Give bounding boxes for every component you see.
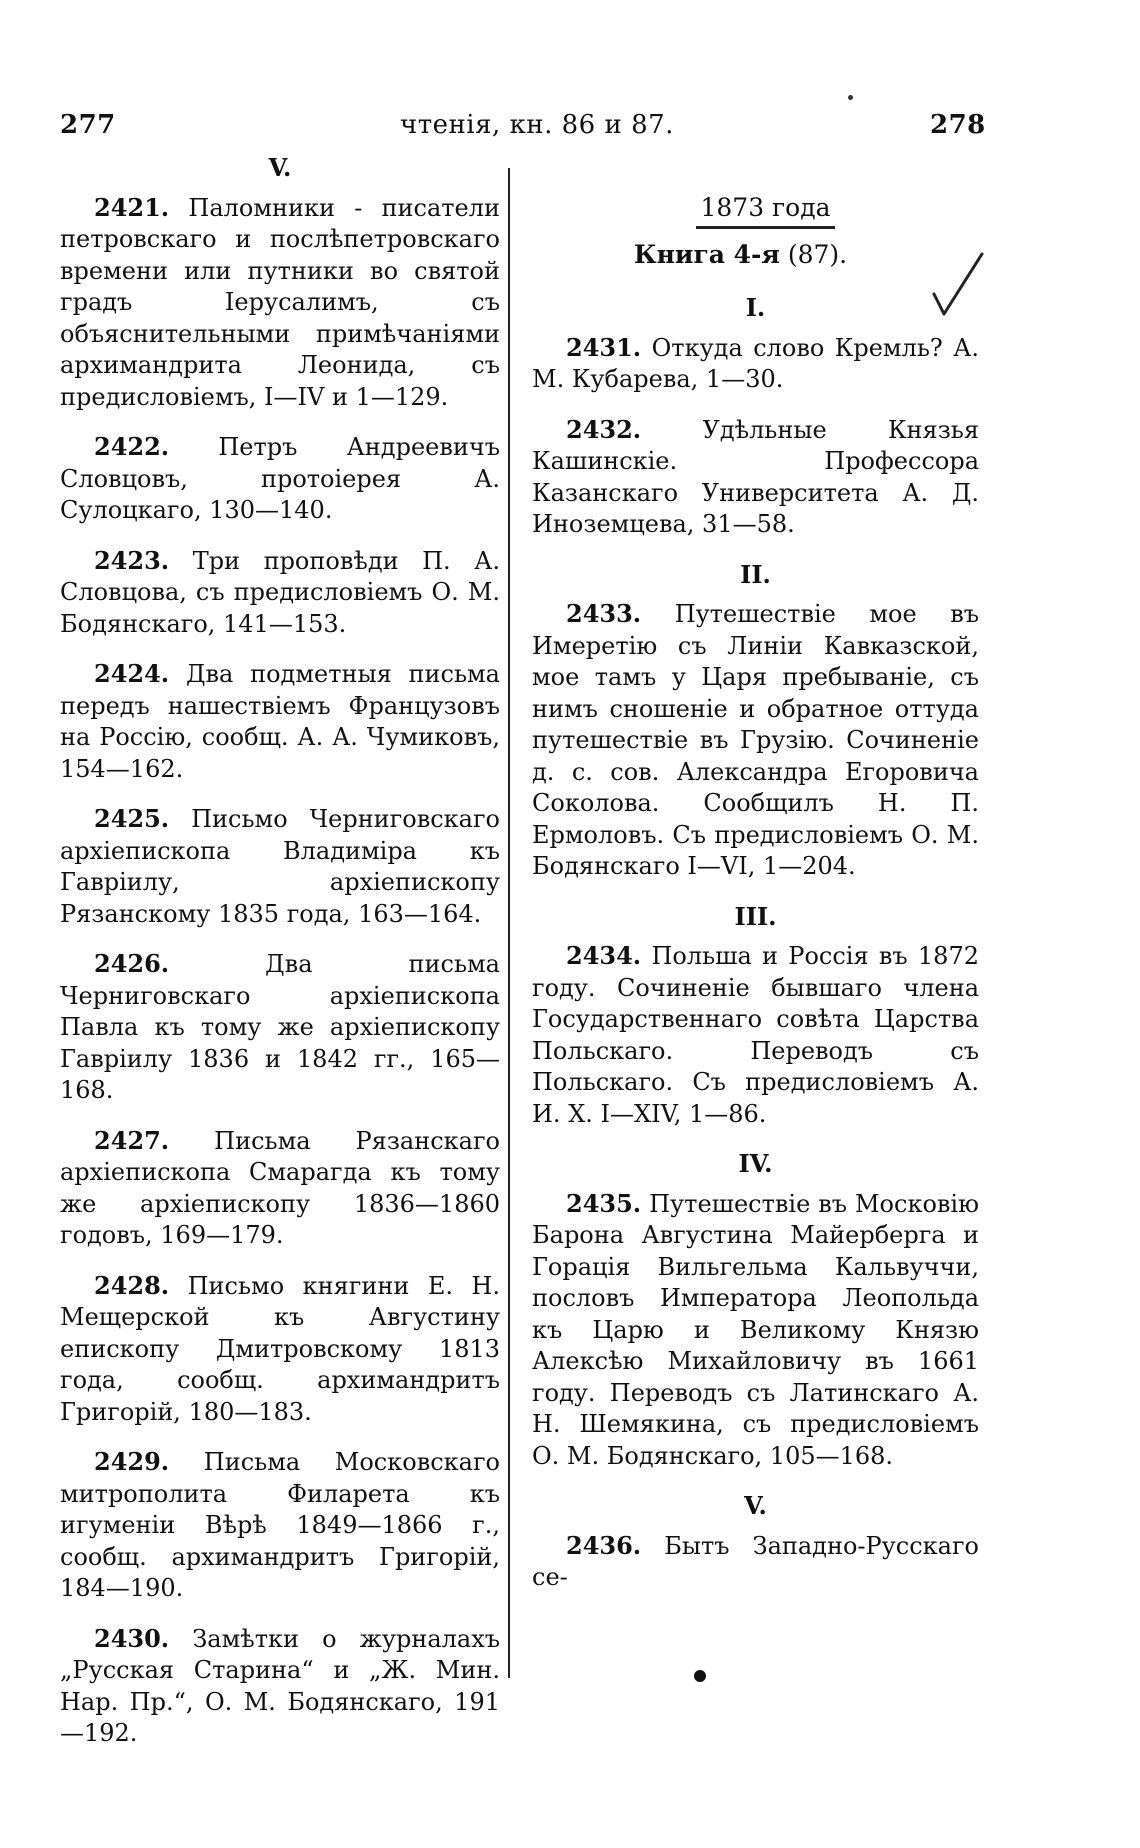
page-number-left: 277 [60, 110, 116, 140]
catalog-entry [60, 1270, 500, 1429]
section-heading: IV. [738, 1149, 773, 1178]
entry-number: 2435. [566, 1188, 642, 1218]
entry-text: Письма Рязанскаго архіепископа Смарагда къ тому же архіепископу 1836—1860 годовъ, 169—179. [60, 1126, 500, 1249]
handwritten-check-mark-icon [928, 250, 988, 320]
entry-number: 2422. [94, 432, 170, 461]
book-heading: Книга 4-я (87). [633, 239, 848, 269]
catalog-entry [60, 803, 500, 930]
entry-number: 2434. [566, 941, 642, 970]
page-number-right: 278 [930, 110, 986, 140]
entry-number: 2424. [94, 659, 170, 688]
entry-text: Два подметныя письма передъ нашествіемъ Французовъ на Россію, сообщ. А. А. Чумиковъ, 154—162. [60, 660, 500, 783]
printed-speck [848, 95, 853, 100]
catalog-entry [60, 948, 500, 1107]
column-divider [508, 168, 510, 1678]
entry-text: Откуда слово Кремль? А. М. Кубарева, 1—30. [532, 333, 979, 393]
catalog-entry [60, 192, 500, 414]
entry-number: 2430. [94, 1623, 170, 1653]
section-heading: V. [268, 153, 292, 182]
entry-text: Три проповѣди П. А. Словцова, съ предисловіемъ О. М. Бодянскаго, 141—153. [60, 546, 500, 638]
section-heading: II. [740, 559, 771, 589]
entry-text: Письма Московскаго митрополита Филарета къ игуменіи Вѣрѣ 1849—1866 г., сообщ. архимандритъ Григорій, 184—190. [60, 1448, 500, 1602]
catalog-entry [60, 545, 500, 641]
ink-dot [694, 1670, 706, 1682]
entry-number: 2428. [94, 1270, 170, 1300]
entry-text: Удѣльные Князья Кашинскіе. Профессора Казанскаго Университета А. Д. Иноземцева, 31—58. [532, 415, 979, 538]
catalog-entry [532, 1530, 979, 1594]
catalog-entry [60, 658, 500, 785]
catalog-entry [532, 1188, 979, 1473]
entry-number: 2431. [566, 332, 642, 362]
section-heading: V. [744, 1491, 767, 1520]
entry-number: 2432. [566, 414, 642, 444]
entry-number: 2425. [94, 804, 170, 833]
entry-text: Два письма Черниговскаго архіепископа Павла къ тому же архіепископу Гаврiилу 1836 и 1842 гг., 165—168. [60, 950, 500, 1104]
entry-text: Замѣтки о журналахъ „Русская Старина“ и „Ж. Мин. Нар. Пр.“, О. М. Бодянскаго, 191—192. [60, 1624, 500, 1747]
entry-text: Польша и Россія въ 1872 году. Сочиненіе бывшаго члена Государственнаго совѣта Царства Польскаго. Переводъ съ Польскаго. Съ предисловіемъ А. И. Х. I—XIV, 1—86. [532, 942, 979, 1128]
entry-text: Петръ Андреевичъ Словцовъ, протоіерея А. Сулоцкаго, 130—140. [60, 433, 500, 524]
entry-text: Паломники - писатели петровскаго и послѣпетровскаго времени или путники во святой градъ Іерусалимъ, съ объяснительными примѣчаніями архимандрита Леонида, съ предисловіемъ, I—IV и 1—129. [60, 193, 500, 411]
entry-text: Бытъ Западно-Русскаго се- [532, 1531, 979, 1591]
catalog-entry [60, 1125, 500, 1252]
section-heading: I. [745, 293, 766, 322]
year-heading: 1873 года [532, 192, 979, 229]
left-column [60, 152, 500, 1768]
catalog-entry [532, 598, 979, 883]
entry-text: Письмо Черниговскаго архіепископа Владиміра къ Гаврiилу, архіепископу Рязанскому 1835 года, 163—164. [60, 805, 500, 928]
catalog-entry [60, 1623, 500, 1750]
entry-number: 2421. [94, 192, 170, 222]
entry-text: Письмо княгини Е. Н. Мещерской къ Августину епископу Дмитровскому 1813 года, сообщ. архимандритъ Григорій, 180—183. [60, 1271, 500, 1426]
entry-number: 2436. [566, 1530, 642, 1560]
entry-number: 2429. [94, 1447, 170, 1476]
entry-number: 2427. [94, 1125, 170, 1155]
running-title: чтенія, кн. 86 и 87. [400, 110, 674, 140]
right-column [532, 192, 979, 1612]
section-heading: III. [734, 901, 777, 931]
catalog-entry [532, 414, 979, 541]
entry-text: Путешествіе мое въ Имеретію съ Линіи Кавказской, мое тамъ у Царя пребываніе, съ нимъ сношеніе и обратное оттуда путешествіе въ Грузію. Сочиненіе д. с. сов. Александра Егоровича Соколова. Сообщилъ Н. П. Ермоловъ. Съ предисловіемъ О. М. Бодянскаго I—VI, 1—204. [532, 600, 979, 880]
entry-number: 2433. [566, 599, 642, 628]
catalog-entry [532, 332, 979, 396]
entry-number: 2426. [94, 949, 170, 978]
entry-text: Путешествіе въ Московію Барона Августина Майерберга и Горація Вильгельма Кальвуччи, пословъ Императора Леопольда къ Царю и Великому Князю Алексѣю Михайловичу въ 1661 году. Переводъ съ Латинскаго А. Н. Шемякина, съ предисловіемъ О. М. Бодянскаго, 105—168. [532, 1189, 979, 1470]
catalog-entry [60, 431, 500, 527]
entry-number: 2423. [94, 545, 170, 575]
catalog-entry [60, 1446, 500, 1605]
catalog-entry [532, 940, 979, 1130]
